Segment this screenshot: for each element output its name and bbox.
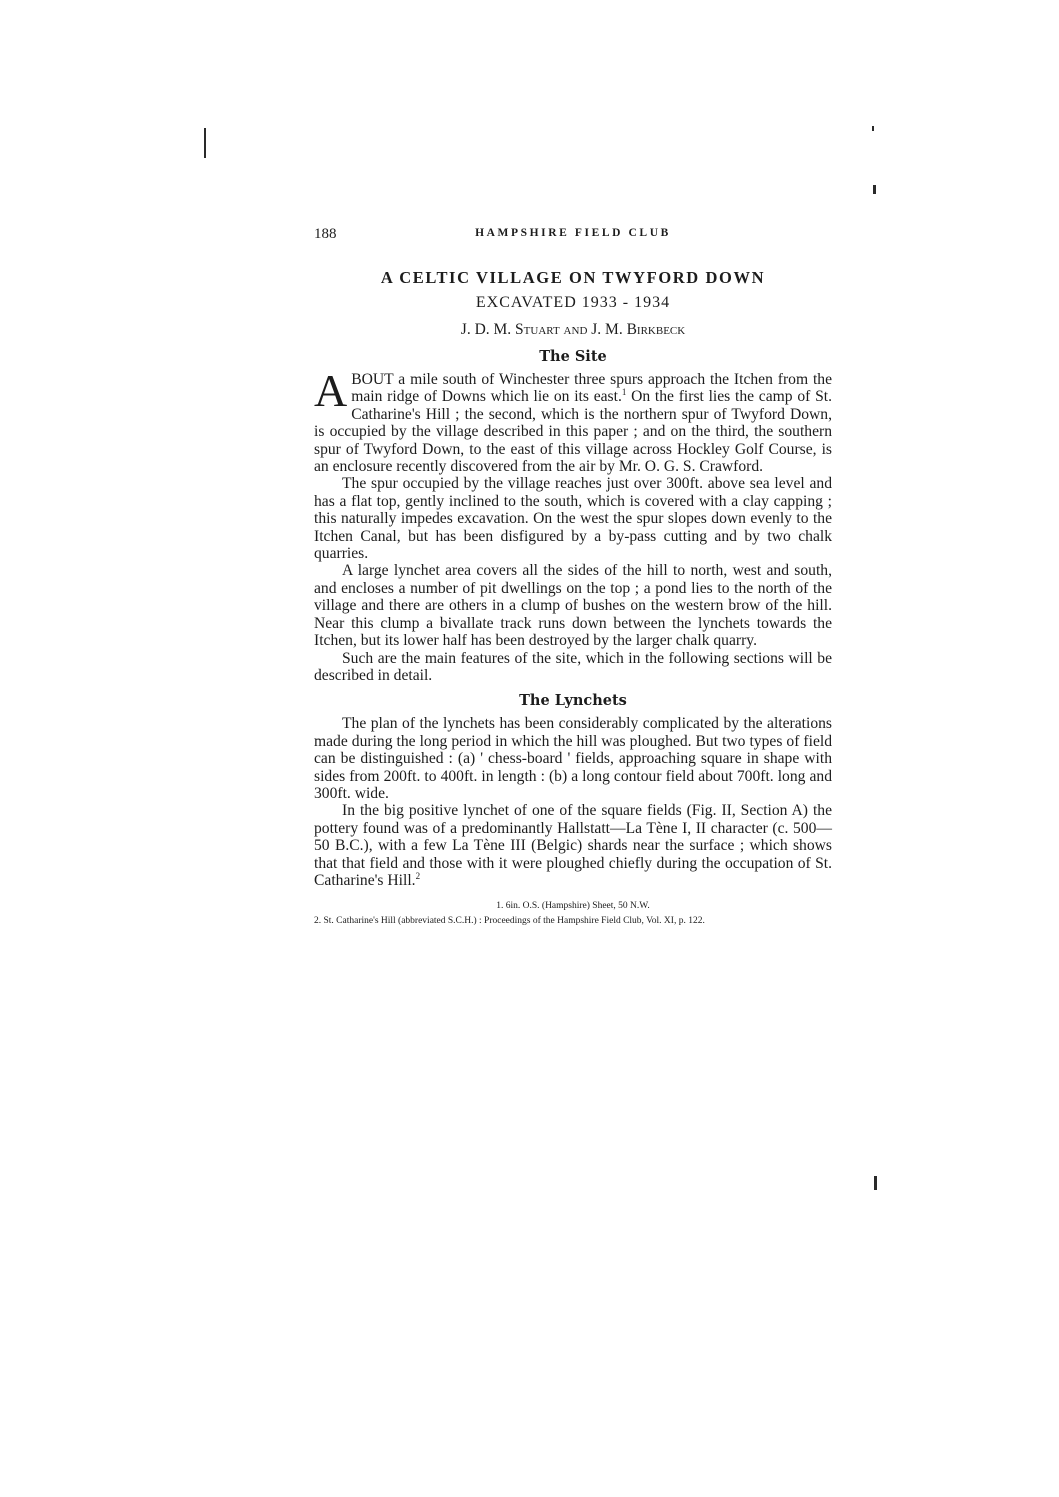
journal-title: HAMPSHIRE FIELD CLUB	[475, 227, 671, 239]
section-heading-lynchets: The Lynchets	[519, 692, 627, 710]
paragraph: ABOUT a mile south of Winchester three spurs approach the Itchen from the main ridge of Downs which lie on its east.$^1$ On the first lies the camp of St. Catharine's Hill ; the second, which is the northern spur of Twyford Down, is occupied by the village described in this paper ; and on the third, the southern spur of Twyford Down, to the east of this village across Hockley Golf Course, is an enclosure recently discovered from the air by Mr. O. G. S. Crawford.	[314, 365, 832, 476]
paragraph: The spur occupied by the village reaches just over 300ft. above sea level and has a flat top, gently inclined to the south, which is covered with a clay capping ; this naturally impedes excavation. On the west the spur slopes down evenly to the Itchen Canal, but has been disfigured by a by-pass cutting and by two chalk quarries.	[314, 475, 832, 563]
drop-cap: A	[314, 365, 348, 416]
scan-mark-left	[204, 128, 206, 158]
paragraph: A large lynchet area covers all the sides of the hill to north, west and south, and encloses a number of pit dwellings on the top ; a pond lies to the north of the village and there are others in a clump of bushes on the western brow of the hill. Near this clump a bivallate track runs down between the lynchets towards the Itchen, but its lower half has been destroyed by the larger chalk quarry.	[314, 562, 832, 650]
article-authors: J. D. M. Stuart and J. M. Birkbeck	[460, 321, 686, 338]
page-number: 188	[314, 226, 337, 242]
footnote-ref: 1	[621, 387, 627, 398]
running-head	[314, 226, 832, 252]
scan-mark-right-mid	[873, 185, 876, 194]
article-title: A CELTIC VILLAGE ON TWYFORD DOWN	[380, 268, 766, 287]
footnote-ref: 2	[415, 870, 421, 881]
article-subtitle: EXCAVATED 1933 - 1934	[475, 294, 671, 311]
footnote: 1. 6in. O.S. (Hampshire) Sheet, 50 N.W.	[496, 901, 650, 912]
paragraph: In the big positive lynchet of one of the square fields (Fig. II, Section A) the pottery found was of a predominantly Hallstatt—La Tène I, II character (c. 500—50 B.C.), with a few La Tène III (Belgic) shards near the surface ; which shows that that field and those with it were ploughed chiefly during the occupation of St. Catharine's Hill.$^2$	[314, 802, 832, 889]
paragraph: Such are the main features of the site, which in the following sections will be described in detail.	[314, 649, 832, 684]
section-heading-site: The Site	[539, 348, 607, 365]
scan-mark-right-low	[874, 1176, 877, 1190]
paragraph: The plan of the lynchets has been considerably complicated by the alterations made during the long period in which the hill was ploughed. But two types of field can be distinguished : (a) ' chess-board ' fields, approaching square in shape with sides from 200ft. to 400ft. in length : (b) a long contour field about 700ft. long and 300ft. wide.	[314, 715, 832, 802]
footnotes	[314, 901, 832, 927]
scan-mark-right-top	[872, 126, 874, 131]
document-page	[314, 226, 832, 927]
footnote: 2. St. Catharine's Hill (abbreviated S.C.H.) : Proceedings of the Hampshire Field Club, Vol. XI, p. 122.	[314, 916, 705, 927]
